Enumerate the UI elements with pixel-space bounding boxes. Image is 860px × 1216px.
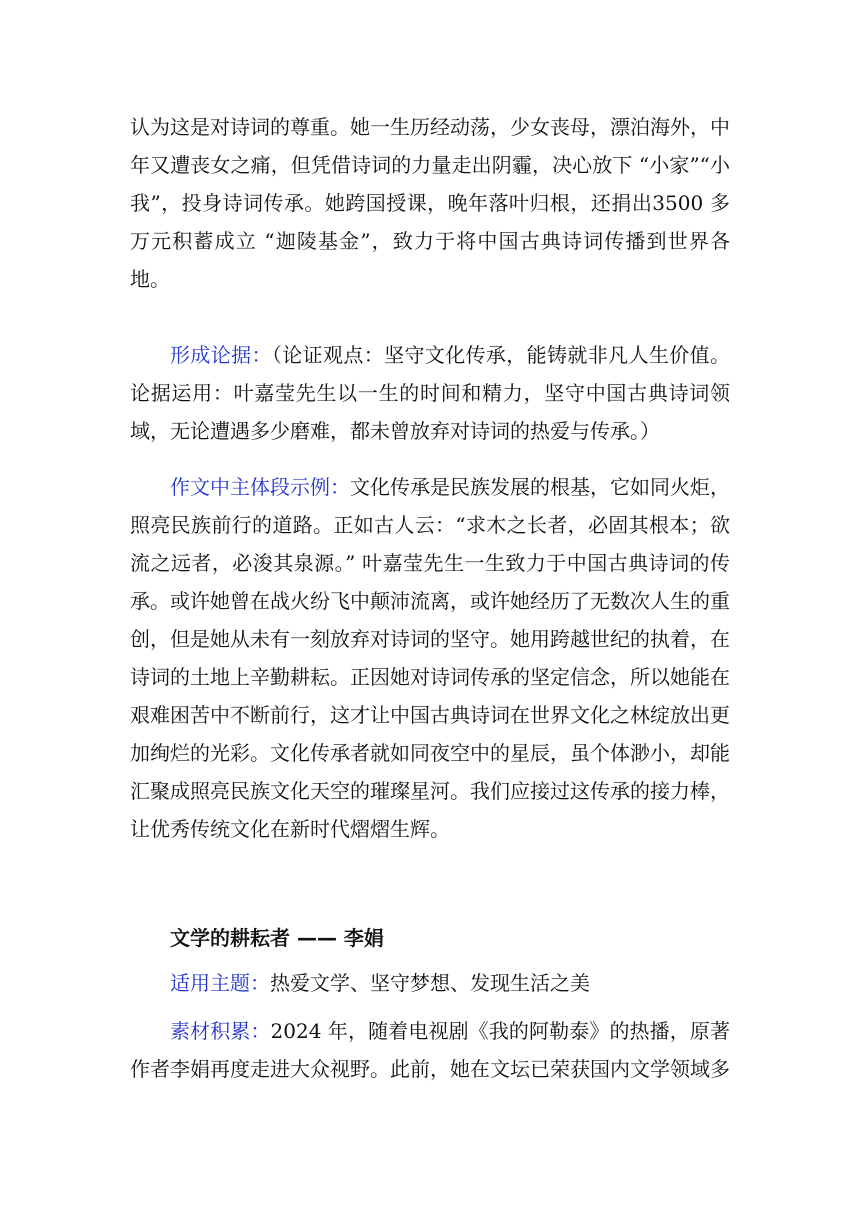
argument-text: （论证观点：坚守文化传承，能铸就非凡人生价值。论据运用：叶嘉莹先生以一生的时间和精力，坚守中国古典诗词领域，无论遭遇多少磨难，都未曾放弃对诗词的热爱与传承。）	[130, 343, 731, 443]
paragraph-argument	[130, 336, 730, 450]
paragraph-material	[130, 1012, 730, 1088]
paragraph-example	[130, 468, 730, 848]
themes-text: 热爱文学、坚守梦想、发现生活之美	[270, 971, 590, 995]
example-text: 文化传承是民族发展的根基，它如同火炬，照亮民族前行的道路。正如古人云：“求木之长者，必固其根本；欲流之远者，必浚其泉源。” 叶嘉莹先生一生致力于中国古典诗词的传承。或许她曾在战火纷飞中颠沛流离，或许她经历了无数次人生的重创，但是她从未有一刻放弃对诗词的坚守。她用跨越世纪的执着，在诗词的土地上辛勤耕耘。正因她对诗词传承的坚定信念，所以她能在艰难困苦中不断前行，这才让中国古典诗词在世界文化之林绽放出更加绚烂的光彩。文化传承者就如同夜空中的星辰，虽个体渺小，却能汇聚成照亮民族文化天空的璀璨星河。我们应接过这传承的接力棒，让优秀传统文化在新时代熠熠生辉。	[130, 475, 730, 841]
themes-label: 适用主题：	[170, 971, 270, 995]
material-label: 素材积累：	[170, 1019, 271, 1043]
section-heading: 文学的耕耘者 —— 李娟	[170, 926, 384, 950]
paragraph-text: 认为这是对诗词的尊重。她一生历经动荡，少女丧母，漂泊海外，中年又遭丧女之痛，但凭借诗词的力量走出阴霾，决心放下 “小家”“小我”，投身诗词传承。她跨国授课，晚年落叶归根，还捐出3500 多万元积蓄成立 “迦陵基金”，致力于将中国古典诗词传播到世界各地。	[130, 115, 730, 291]
paragraph-themes	[130, 964, 730, 1002]
example-label: 作文中主体段示例：	[170, 475, 350, 499]
paragraph-ye-jiaying-story	[130, 108, 730, 298]
material-text: 2024 年，随着电视剧《我的阿勒泰》的热播，原著作者李娟再度走进大众视野。此前，她在文坛已荣获国内文学领域多	[130, 1019, 730, 1081]
argument-label: 形成论据：	[170, 343, 272, 367]
